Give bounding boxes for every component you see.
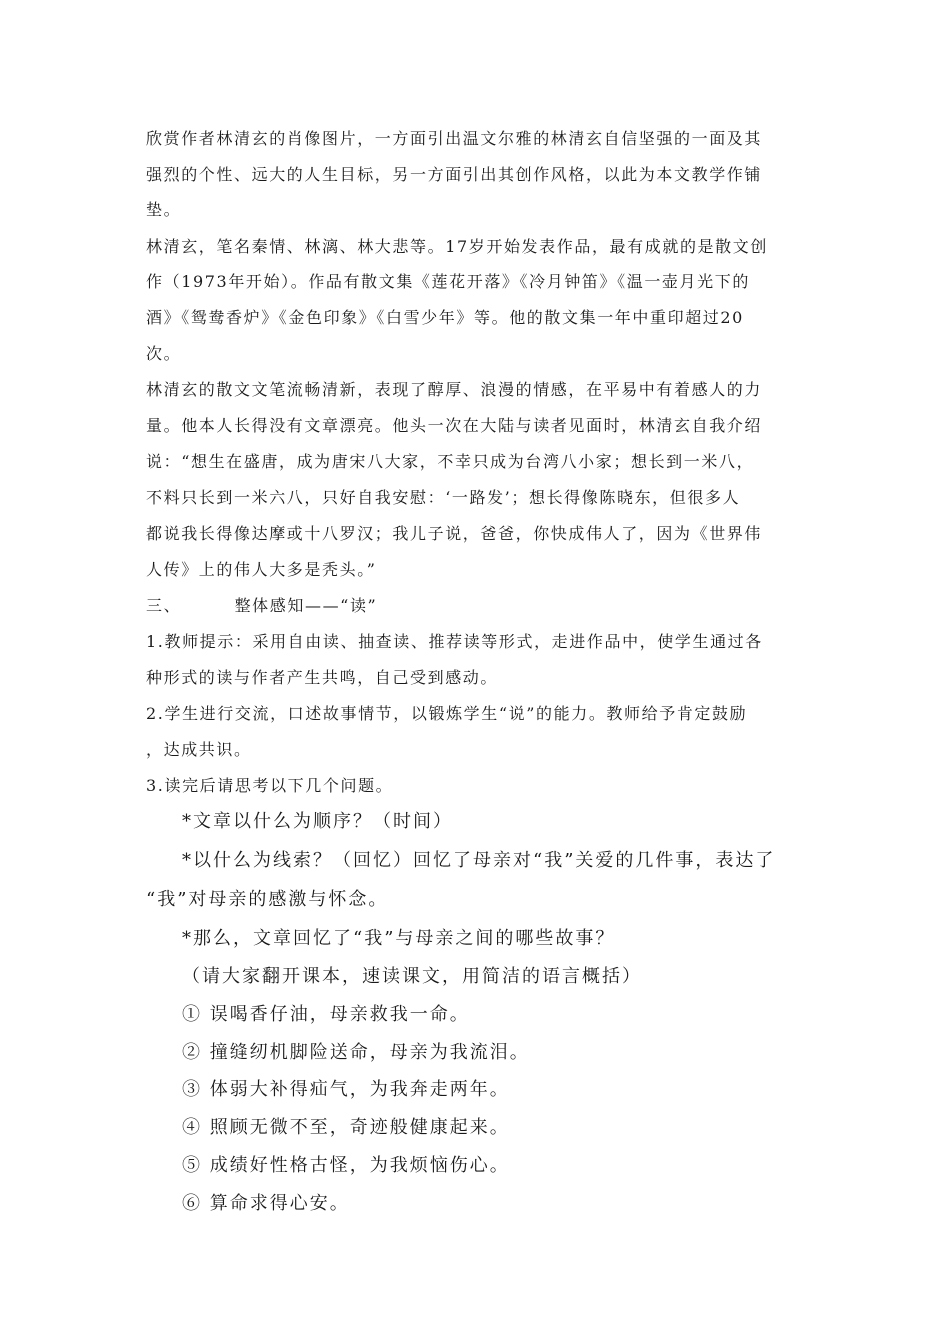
paragraph-line: 量。他本人长得没有文章漂亮。他头一次在大陆与读者见面时，林清玄自我介绍 <box>146 416 763 435</box>
story-item: ③ 体弱大补得疝气，为我奔走两年。 <box>182 1079 510 1100</box>
story-item: ⑤ 成绩好性格古怪，为我烦恼伤心。 <box>182 1155 510 1176</box>
paragraph-line: 都说我长得像达摩或十八罗汉；我儿子说，爸爸，你快成伟人了，因为《世界伟 <box>146 524 763 543</box>
paragraph-line: 林清玄，笔名秦情、林漓、林大悲等。17岁开始发表作品，最有成就的是散文创 <box>146 237 768 256</box>
paragraph-line: 垫。 <box>146 200 182 219</box>
paragraph-line: 作（1973年开始）。作品有散文集《莲花开落》《冷月钟笛》《温一壶月光下的 <box>146 272 750 291</box>
section-heading <box>146 593 377 616</box>
question-line: “我”对母亲的感激与怀念。 <box>146 889 389 910</box>
list-item-line: 3.读完后请思考以下几个问题。 <box>146 776 394 795</box>
story-item: ① 误喝香仔油，母亲救我一命。 <box>182 1004 470 1025</box>
story-item: ② 撞缝纫机脚险送命，母亲为我流泪。 <box>182 1042 530 1063</box>
section-title: 整体感知——“读” <box>234 596 378 615</box>
question-line: *文章以什么为顺序？（时间） <box>182 811 453 832</box>
paragraph-line: 不料只长到一米六八，只好自我安慰：‘一路发’；想长得像陈晓东，但很多人 <box>146 488 741 507</box>
paragraph-line: 强烈的个性、远大的人生目标，另一方面引出其创作风格，以此为本文教学作铺 <box>146 165 763 184</box>
paragraph-line: 酒》《鸳鸯香炉》《金色印象》《白雪少年》等。他的散文集一年中重印超过20 <box>146 308 744 327</box>
list-item-line: 1.教师提示：采用自由读、抽查读、推荐读等形式，走进作品中，使学生通过各 <box>146 632 763 651</box>
paragraph-line: 次。 <box>146 344 182 363</box>
question-line: *以什么为线索？（回忆）回忆了母亲对“我”关爱的几件事，表达了 <box>182 850 776 871</box>
list-item-line: 种形式的读与作者产生共鸣，自己受到感动。 <box>146 668 499 687</box>
list-item-line: 2.学生进行交流，口述故事情节，以锻炼学生“说”的能力。教师给予肯定鼓励 <box>146 704 748 723</box>
question-line: *那么，文章回忆了“我”与母亲之间的哪些故事？ <box>182 928 616 949</box>
paragraph-line: 说：“想生在盛唐，成为唐宋八大家，不幸只成为台湾八小家；想长到一米八， <box>146 452 755 471</box>
paragraph-line: 林清玄的散文文笔流畅清新，表现了醇厚、浪漫的情感，在平易中有着感人的力 <box>146 380 763 399</box>
paragraph-line: 欣赏作者林清玄的肖像图片，一方面引出温文尔雅的林清玄自信坚强的一面及其 <box>146 129 763 148</box>
paragraph-line: 人传》上的伟人大多是秃头。” <box>146 560 377 579</box>
story-item: ④ 照顾无微不至，奇迹般健康起来。 <box>182 1117 510 1138</box>
story-item: ⑥ 算命求得心安。 <box>182 1193 350 1214</box>
section-number: 三、 <box>146 596 182 615</box>
list-item-line: ，达成共识。 <box>146 740 252 759</box>
question-note: （请大家翻开课本，速读课文，用简洁的语言概括） <box>182 966 642 987</box>
